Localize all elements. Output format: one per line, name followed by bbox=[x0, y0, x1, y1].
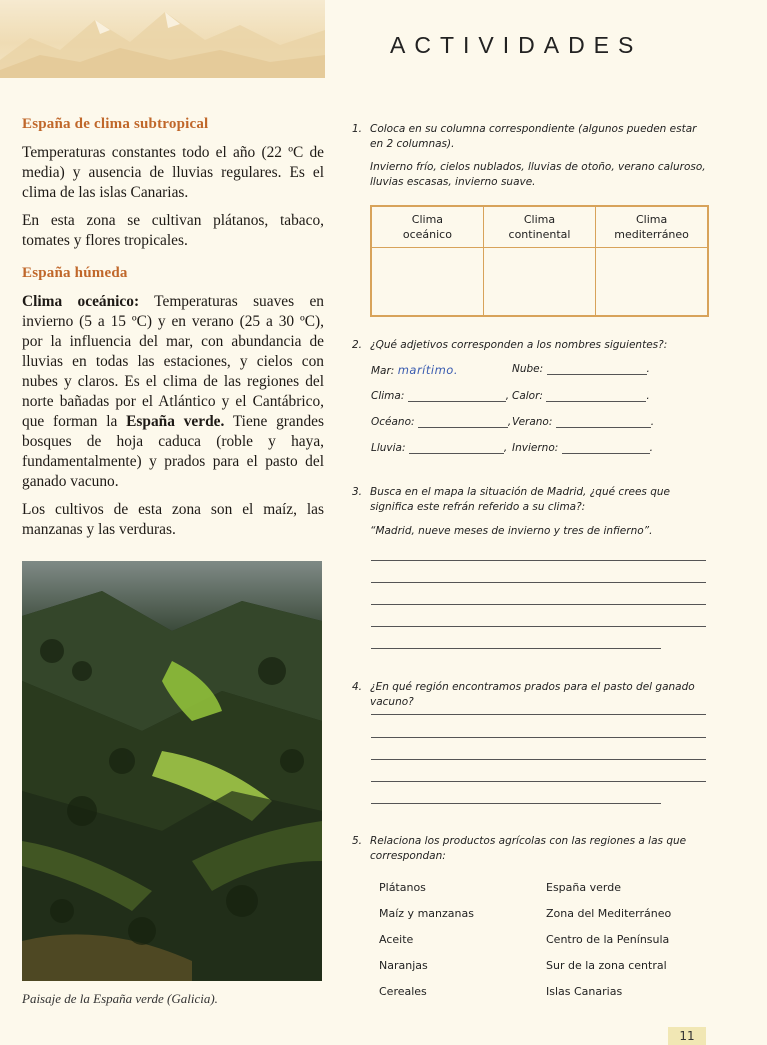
table-header-oceanic bbox=[371, 206, 483, 248]
question-number: 2. bbox=[352, 339, 363, 351]
noun-label: Calor: bbox=[512, 390, 543, 402]
answer-line[interactable] bbox=[371, 604, 706, 605]
section-title-subtropical: España de clima subtropical bbox=[22, 116, 209, 132]
header-line: Clima bbox=[635, 213, 668, 226]
question-number: 1. bbox=[352, 123, 363, 135]
question-3-header bbox=[352, 485, 712, 539]
answer-line[interactable] bbox=[371, 781, 706, 782]
product-item[interactable]: Maíz y manzanas bbox=[379, 907, 474, 920]
paragraph: Los cultivos de esta zona son el maíz, las manzanas y las verduras. bbox=[22, 501, 324, 538]
header-line: oceánico bbox=[402, 228, 452, 241]
region-item[interactable]: Islas Canarias bbox=[546, 985, 623, 998]
question-text: Relaciona los productos agrícolas con las regiones a las que correspondan: bbox=[370, 835, 687, 862]
question-5-header bbox=[352, 834, 712, 864]
answer-line[interactable] bbox=[371, 626, 706, 627]
answer-line[interactable] bbox=[371, 737, 706, 738]
question-4-header bbox=[352, 680, 712, 710]
answer-line[interactable] bbox=[371, 803, 661, 804]
adjective-row-oceano: Océano: , bbox=[371, 416, 512, 428]
answer-blank[interactable] bbox=[408, 390, 506, 402]
table-header-mediterranean bbox=[596, 206, 708, 248]
paragraph: En esta zona se cultivan plátanos, tabaco, tomates y flores tropicales. bbox=[22, 212, 324, 249]
noun-label: Mar: bbox=[371, 365, 395, 377]
header-banner-image bbox=[0, 0, 325, 78]
adjective-row-lluvia: Lluvia: , bbox=[371, 442, 508, 454]
noun-label: Nube: bbox=[512, 363, 544, 375]
page-number: 11 bbox=[668, 1027, 706, 1045]
adjective-row-clima: Clima: , bbox=[371, 390, 510, 402]
product-item[interactable]: Naranjas bbox=[379, 959, 428, 972]
paragraph: Temperaturas constantes todo el año (22 ºC de media) y ausencia de lluvias regulares. Es el clima de las islas Canarias. bbox=[22, 144, 324, 201]
word-list: Invierno frío, cielos nublados, lluvias de otoño, verano caluroso, lluvias escasas, invierno suave. bbox=[370, 161, 706, 188]
answer-line[interactable] bbox=[371, 582, 706, 583]
noun-label: Invierno: bbox=[512, 442, 559, 454]
answer-cell-continental[interactable] bbox=[483, 248, 595, 316]
question-1 bbox=[352, 122, 712, 190]
region-item[interactable]: Zona del Mediterráneo bbox=[546, 907, 672, 920]
question-number: 3. bbox=[352, 486, 363, 498]
left-column bbox=[22, 116, 324, 548]
answer-blank[interactable] bbox=[409, 442, 504, 454]
adjective-row-invierno: Invierno: . bbox=[512, 442, 653, 454]
photo-caption: Paisaje de la España verde (Galicia). bbox=[22, 991, 218, 1006]
region-item[interactable]: Sur de la zona central bbox=[546, 959, 667, 972]
answer-line[interactable] bbox=[371, 714, 706, 715]
paragraph-oceanic bbox=[22, 292, 324, 492]
product-item[interactable]: Cereales bbox=[379, 985, 427, 998]
answer-cell-mediterranean[interactable] bbox=[596, 248, 708, 316]
question-2-header bbox=[352, 338, 712, 353]
answer-line[interactable] bbox=[371, 560, 706, 561]
noun-label: Océano: bbox=[371, 416, 415, 428]
climate-table bbox=[370, 205, 709, 317]
question-text: Busca en el mapa la situación de Madrid, ¿qué crees que significa este refrán referido a su clima?: bbox=[370, 486, 671, 513]
product-item[interactable]: Aceite bbox=[379, 933, 414, 946]
answer-blank[interactable] bbox=[562, 442, 650, 454]
saying-quote: “Madrid, nueve meses de invierno y tres de infierno”. bbox=[370, 525, 653, 537]
section-title-humeda: España húmeda bbox=[22, 265, 128, 281]
text: Tiene grandes bosques de hoja caduca (roble y haya, fundamentalmente) y prados para el pasto del ganado vacuno. bbox=[22, 413, 324, 490]
noun-label: Clima: bbox=[371, 390, 405, 402]
question-text: ¿Qué adjetivos corresponden a los nombres siguientes?: bbox=[370, 339, 668, 351]
adjective-row-verano: Verano: . bbox=[512, 416, 655, 428]
product-item[interactable]: Plátanos bbox=[379, 881, 426, 894]
header-line: mediterráneo bbox=[614, 228, 689, 241]
question-number: 5. bbox=[352, 835, 363, 847]
adjective-row-calor: Calor: . bbox=[512, 390, 650, 402]
header-line: Clima bbox=[411, 213, 444, 226]
header-line: Clima bbox=[523, 213, 556, 226]
noun-label: Lluvia: bbox=[371, 442, 406, 454]
term-espana-verde: España verde. bbox=[126, 413, 225, 430]
region-item[interactable]: Centro de la Península bbox=[546, 933, 670, 946]
adjective-row-nube: Nube: . bbox=[512, 363, 650, 375]
noun-label: Verano: bbox=[512, 416, 553, 428]
term-oceanic: Clima oceánico: bbox=[22, 293, 140, 310]
adjective-row-mar bbox=[371, 363, 458, 377]
answer-blank[interactable] bbox=[418, 416, 508, 428]
question-text: ¿En qué región encontramos prados para el pasto del ganado vacuno? bbox=[370, 681, 695, 708]
answer-blank[interactable] bbox=[547, 363, 647, 375]
landscape-photo bbox=[22, 561, 322, 981]
answer-blank[interactable] bbox=[546, 390, 646, 402]
answer-cell-oceanic[interactable] bbox=[371, 248, 483, 316]
answer-line[interactable] bbox=[371, 759, 706, 760]
question-text: Coloca en su columna correspondiente (algunos pueden estar en 2 columnas). bbox=[370, 123, 697, 150]
page-title: ACTIVIDADES bbox=[390, 32, 643, 58]
answer-line[interactable] bbox=[371, 648, 661, 649]
header-line: continental bbox=[508, 228, 571, 241]
handwritten-answer: marítimo. bbox=[397, 363, 458, 377]
question-number: 4. bbox=[352, 681, 363, 693]
table-header-continental bbox=[483, 206, 595, 248]
answer-blank[interactable] bbox=[556, 416, 651, 428]
text: Temperaturas suaves en invierno (5 a 15 ºC) y en verano (25 a 30 ºC), por la influencia del mar, con abundancia de lluvias en todas las estaciones, y cielos con nubes y claros. Es el clima de las regiones del norte bañadas por el Atlántico y el Cantábrico, que forman la bbox=[22, 293, 324, 430]
region-item[interactable]: España verde bbox=[546, 881, 621, 894]
